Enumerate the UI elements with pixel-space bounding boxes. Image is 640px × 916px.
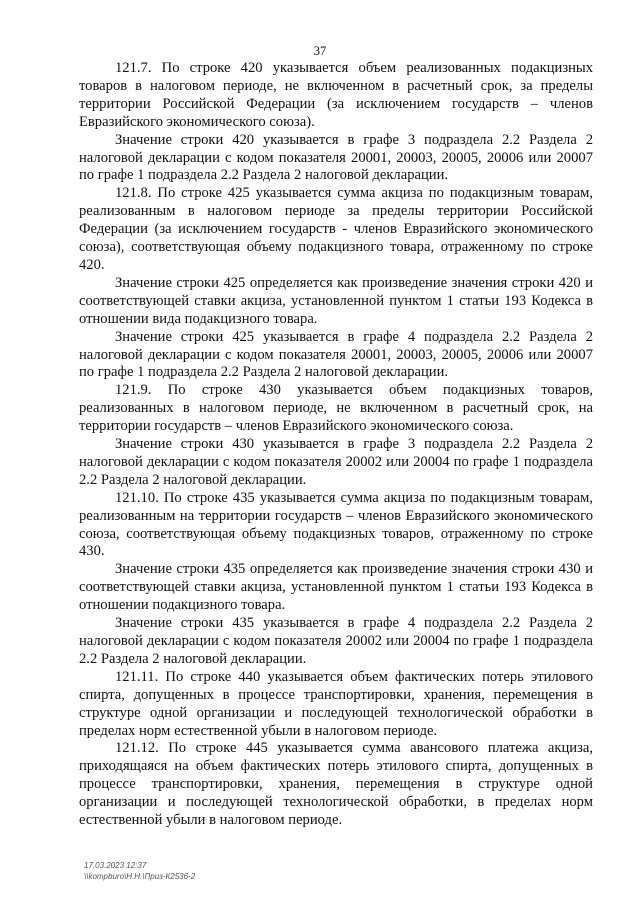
paragraph-line-425-value: Значение строки 425 указывается в графе 4 подраздела 2.2 Раздела 2 налоговой декларации с кодом показателя 20001, 20003, 20005, 20006 или 20007 по графе 1 подраздела 2.2 Раздела 2 налоговой декларации.: [79, 328, 593, 381]
paragraph-line-435-value: Значение строки 435 указывается в графе 4 подраздела 2.2 Раздела 2 налоговой декларации с кодом показателя 20002 или 20004 по графе 1 подраздела 2.2 Раздела 2 налоговой декларации.: [79, 615, 593, 667]
footer-file-path: \\kompburo\Н.Н.\Приз-К2536-2: [84, 872, 196, 881]
paragraph-line-420-value: Значение строки 420 указывается в графе 3 подраздела 2.2 Раздела 2 налоговой декларации с кодом показателя 20001, 20003, 20005, 20006 или 20007 по графе 1 подраздела 2.2 Раздела 2 налоговой декларации.: [79, 131, 593, 184]
paragraph-121-7: 121.7. По строке 420 указывается объем реализованных подакцизных товаров в налоговом периоде, не включенном в расчетный срок, за пределы территории Российской Федерации (за исключением государств – членов Евразийского экономического союза).: [79, 60, 593, 130]
document-footer: [84, 860, 195, 882]
paragraph-121-9: 121.9. По строке 430 указывается объем подакцизных товаров, реализованных в налоговом периоде, не включенном в расчетный срок, на территории государств – членов Евразийского экономического союза.: [79, 382, 593, 435]
page-number: 37: [313, 44, 327, 58]
paragraph-121-8: 121.8. По строке 425 указывается сумма акциза по подакцизным товарам, реализованным в налоговом периоде за пределы территории Российской Федерации (за исключением государств - членов Евразийского экономического союза), соответствующая объему подакцизного товара, отраженному по строке 420.: [79, 185, 593, 273]
document-body: [79, 60, 593, 830]
paragraph-121-10: 121.10. По строке 435 указывается сумма акциза по подакцизным товарам, реализованным на территории государств – членов Евразийского экономического союза, соответствующая объему подакцизных товаров, отраженному по строке 430.: [79, 489, 593, 560]
paragraph-line-425-definition: Значение строки 425 определяется как произведение значения строки 420 и соответствующей ставки акциза, установленной пунктом 1 статьи 193 Кодекса в отношении вида подакцизного товара.: [79, 274, 593, 327]
paragraph-line-430-value: Значение строки 430 указывается в графе 3 подраздела 2.2 Раздела 2 налоговой декларации с кодом показателя 20002 или 20004 по графе 1 подраздела 2.2 Раздела 2 налоговой декларации.: [79, 436, 593, 488]
paragraph-line-435-definition: Значение строки 435 определяется как произведение значения строки 430 и соответствующей ставки акциза, установленной пунктом 1 статьи 193 Кодекса в отношении подакцизного товара.: [79, 561, 593, 614]
footer-timestamp: 17.03.2023 12:37: [84, 861, 147, 870]
paragraph-121-12: 121.12. По строке 445 указывается сумма авансового платежа акциза, приходящаяся на объем фактических потерь этилового спирта, допущенных в процессе транспортировки, хранения, перемещения в структуре одной организации и последующей технологической обработки, в пределах норм естественной убыли в налоговом периоде.: [79, 740, 593, 829]
paragraph-121-11: 121.11. По строке 440 указывается объем фактических потерь этилового спирта, допущенных в процессе транспортировки, хранения, перемещения в структуре одной организации и последующей технологической обработки в пределах норм естественной убыли в налоговом периоде.: [79, 668, 593, 739]
